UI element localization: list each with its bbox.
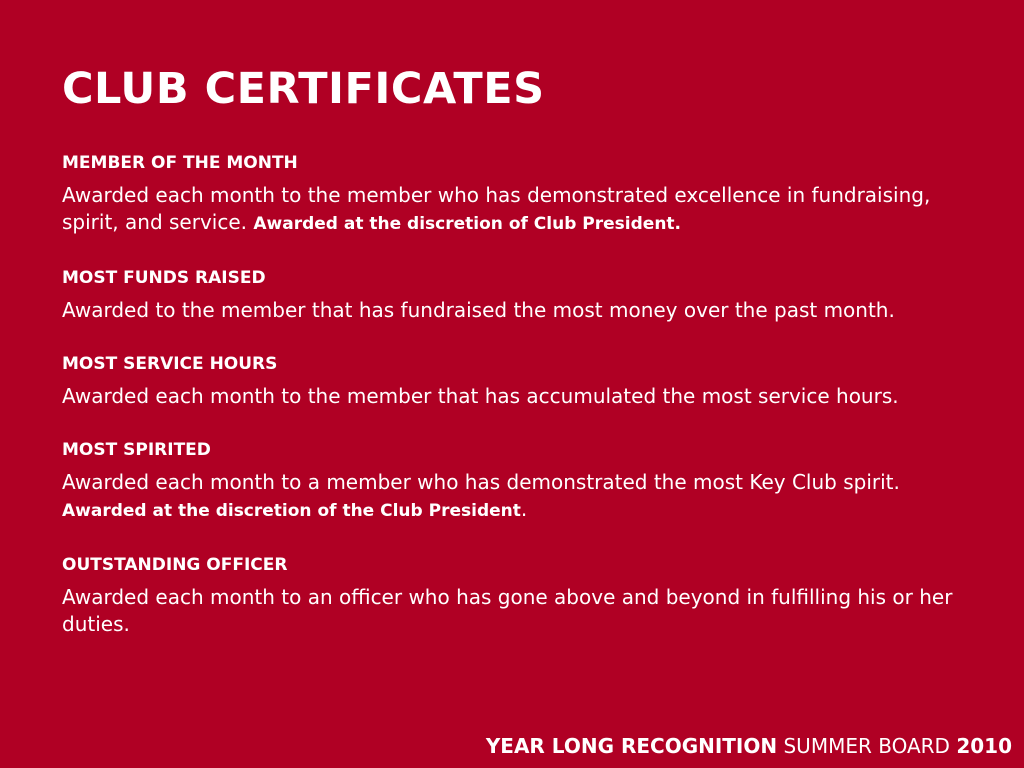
award-heading: OUTSTANDING OFFICER: [62, 555, 288, 575]
award-note: Awarded at the discretion of the Club President: [62, 501, 521, 521]
awards-list: [62, 150, 992, 665]
award-most-service-hours: [62, 351, 992, 410]
footer-board-label: SUMMER BOARD: [777, 734, 957, 758]
slide-title: CLUB CERTIFICATES: [62, 64, 545, 114]
award-description-text: Awarded each month to the member who has demonstrated excellence in fundraising, spirit, and service.: [62, 183, 931, 234]
award-most-spirited: [62, 437, 992, 525]
award-heading: MOST FUNDS RAISED: [62, 268, 266, 288]
award-most-funds-raised: [62, 265, 992, 324]
award-description: [62, 584, 962, 638]
slide-footer: [486, 732, 1012, 760]
award-description: [62, 383, 942, 410]
award-note-suffix: .: [520, 497, 528, 521]
award-description: [62, 182, 992, 238]
award-description-text: Awarded each month to an officer who has gone above and beyond in fulfilling his or her duties.: [62, 585, 953, 636]
award-heading: MOST SERVICE HOURS: [62, 354, 278, 374]
award-description: [62, 469, 942, 525]
footer-section-label: YEAR LONG RECOGNITION: [485, 734, 778, 758]
award-description-text: Awarded to the member that has fundraised the most money over the past month.: [62, 298, 895, 322]
award-member-of-the-month: [62, 150, 992, 238]
footer-year: 2010: [956, 734, 1012, 758]
award-outstanding-officer: [62, 552, 992, 638]
award-heading: MOST SPIRITED: [62, 440, 211, 460]
award-heading: MEMBER OF THE MONTH: [62, 153, 298, 173]
award-description-text: Awarded each month to a member who has demonstrated the most Key Club spirit.: [62, 470, 900, 494]
award-description-text: Awarded each month to the member that has accumulated the most service hours.: [62, 384, 899, 408]
award-description: [62, 297, 992, 324]
award-note: Awarded at the discretion of Club President.: [253, 214, 682, 234]
